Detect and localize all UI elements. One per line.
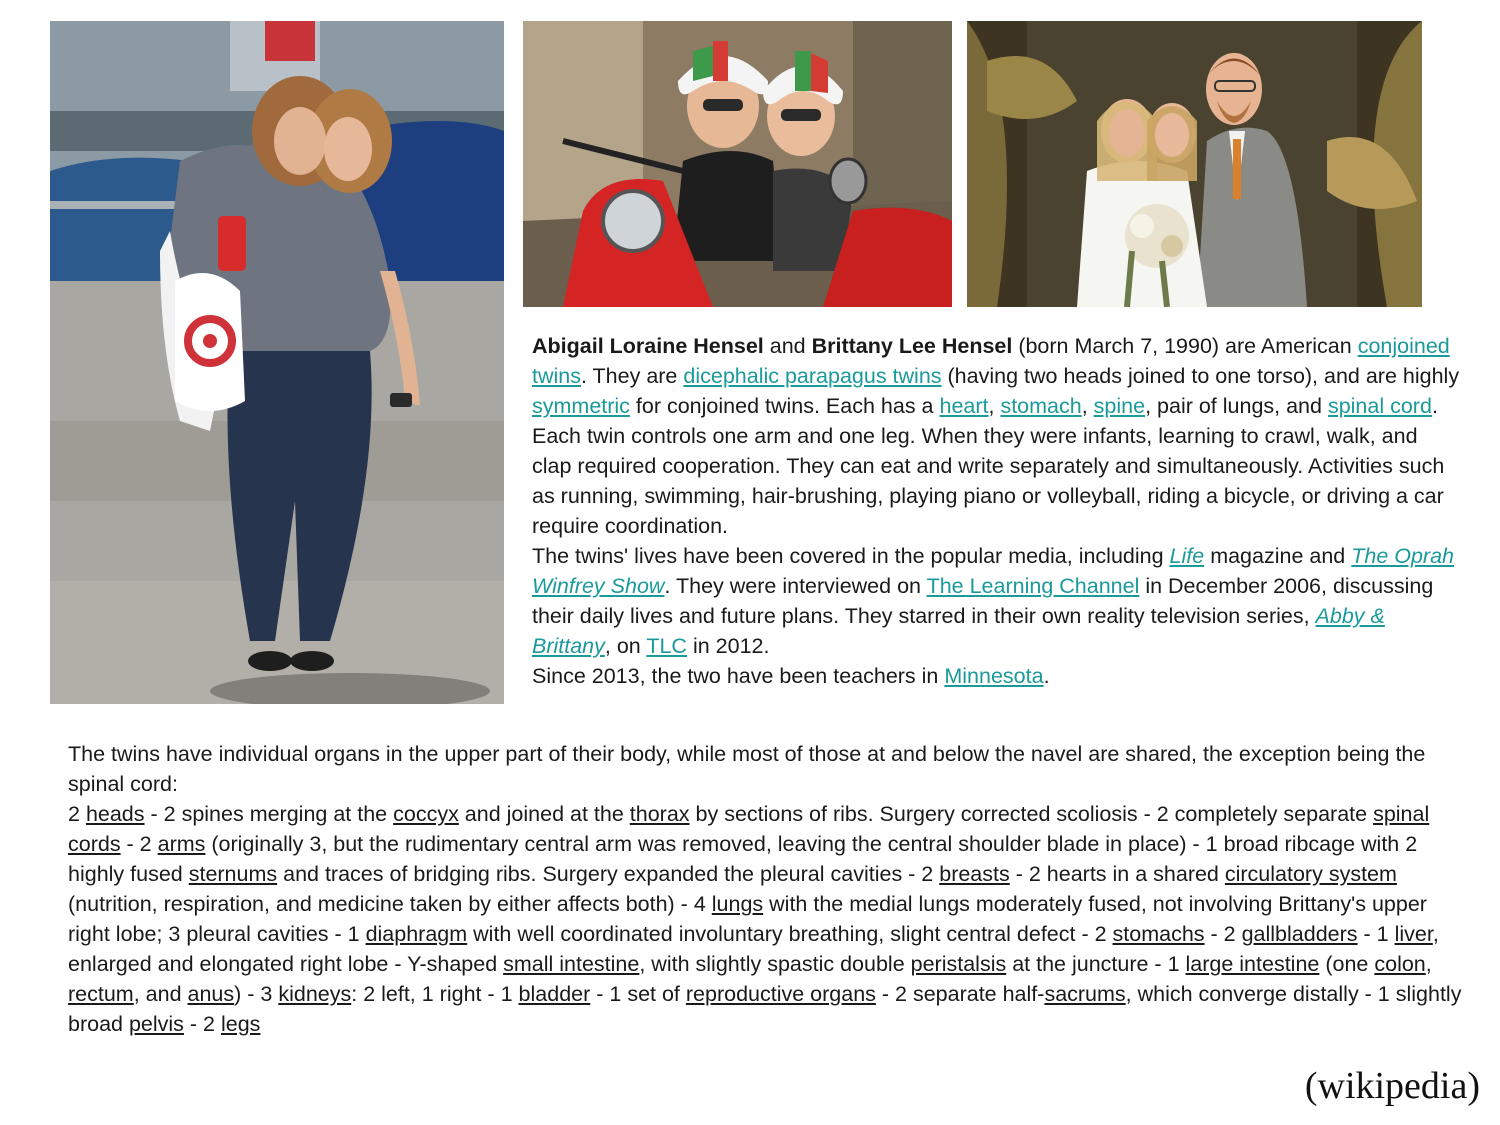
organs-span: with well coordinated involuntary breathing, slight central defect - 2 [467, 922, 1113, 946]
link-anus[interactable]: anus [187, 982, 235, 1006]
link-conjoined-twins[interactable]: conjoined twins [532, 334, 1450, 388]
source-credit: (wikipedia) [1304, 1065, 1480, 1107]
organs-span: (originally 3, but the rudimentary central arm was removed, leaving the central shoulder blade in place) - 1 broad ribcage with 2 highly fused [68, 832, 1418, 886]
organs-span: - 2 hearts in a shared [1009, 862, 1225, 886]
link-gallbladders[interactable]: gallbladders [1241, 922, 1358, 946]
organs-span: , and [133, 982, 188, 1006]
link-learning-channel[interactable]: The Learning Channel [926, 574, 1140, 598]
organs-span: 2 [68, 802, 86, 826]
organs-span: and joined at the [458, 802, 630, 826]
organs-span: - 2 [183, 1012, 221, 1036]
link-heart[interactable]: heart [939, 394, 989, 418]
link-arms[interactable]: arms [157, 832, 206, 856]
link-life-magazine[interactable]: Life [1169, 544, 1205, 568]
intro-text-span: , on [604, 634, 647, 658]
organs-span: , which converge distally - 1 slightly broad [68, 982, 1462, 1036]
link-colon[interactable]: colon [1374, 952, 1426, 976]
link-spine[interactable]: spine [1093, 394, 1146, 418]
organs-span: - 1 set of [590, 982, 686, 1006]
intro-text-span: , pair of lungs, and [1145, 394, 1328, 418]
link-heads[interactable]: heads [85, 802, 145, 826]
intro-text-span: (born March 7, 1990) are American [1012, 334, 1358, 358]
link-small-intestine[interactable]: small intestine [503, 952, 640, 976]
link-oprah-winfrey-show[interactable]: The Oprah Winfrey Show [532, 544, 1455, 598]
link-legs[interactable]: legs [220, 1012, 261, 1036]
intro-text-span: magazine and [1204, 544, 1352, 568]
link-stomachs[interactable]: stomachs [1112, 922, 1205, 946]
intro-text-span: (having two heads joined to one torso), and are highly [941, 364, 1460, 388]
link-circulatory-system[interactable]: circulatory system [1224, 862, 1397, 886]
intro-text-span: . They are [580, 364, 684, 388]
organs-span: (one [1319, 952, 1375, 976]
link-stomach[interactable]: stomach [1000, 394, 1082, 418]
organs-span: ) - 3 [234, 982, 279, 1006]
link-pelvis[interactable]: pelvis [128, 1012, 184, 1036]
organs-span: - 2 separate half- [875, 982, 1045, 1006]
intro-text [532, 331, 1462, 691]
organs-span: : 2 left, 1 right - 1 [351, 982, 519, 1006]
intro-text-span: , [1081, 394, 1094, 418]
organs-span: , with slightly spastic double [639, 952, 911, 976]
organs-span: - 2 [120, 832, 158, 856]
organs-span: - 1 [1357, 922, 1395, 946]
intro-text-span: The twins' lives have been covered in the popular media, including [532, 544, 1170, 568]
link-large-intestine[interactable]: large intestine [1185, 952, 1320, 976]
photo-twins-wedding [967, 21, 1422, 307]
link-sternums[interactable]: sternums [188, 862, 278, 886]
organs-span: by sections of ribs. Surgery corrected scoliosis - 2 completely separate [689, 802, 1374, 826]
link-spinal-cord[interactable]: spinal cord [1327, 394, 1432, 418]
photo-wedding-illustration [967, 21, 1422, 307]
link-rectum[interactable]: rectum [68, 982, 134, 1006]
link-abby-and-brittany[interactable]: Abby & Brittany [532, 604, 1385, 658]
photo-walking-illustration [50, 21, 504, 704]
intro-text-span: for conjoined twins. Each has a [629, 394, 940, 418]
link-tlc[interactable]: TLC [646, 634, 687, 658]
intro-paragraph-1 [532, 331, 1462, 541]
link-breasts[interactable]: breasts [939, 862, 1010, 886]
photo-twins-scooter [523, 21, 952, 307]
link-liver[interactable]: liver [1394, 922, 1433, 946]
link-peristalsis[interactable]: peristalsis [910, 952, 1007, 976]
intro-text-span: . They were interviewed on [664, 574, 927, 598]
link-lungs[interactable]: lungs [711, 892, 764, 916]
link-coccyx[interactable]: coccyx [393, 802, 459, 826]
organs-span: and traces of bridging ribs. Surgery expanded the pleural cavities - 2 [277, 862, 940, 886]
link-dicephalic-parapagus-twins[interactable]: dicephalic parapagus twins [683, 364, 942, 388]
organs-span: - 2 [1204, 922, 1242, 946]
intro-text-span: in 2012. [686, 634, 770, 658]
organs-span: , enlarged and elongated right lobe - Y-shaped [68, 922, 1439, 976]
intro-paragraph-3 [532, 661, 1462, 691]
link-symmetric[interactable]: symmetric [532, 394, 630, 418]
intro-paragraph-2 [532, 541, 1462, 661]
link-reproductive-organs[interactable]: reproductive organs [685, 982, 876, 1006]
organs-text [68, 739, 1468, 1039]
name-abigail: Abigail Loraine Hensel [532, 334, 764, 358]
organs-span: (nutrition, respiration, and medicine taken by either affects both) - 4 [68, 892, 712, 916]
link-spinal-cords[interactable]: spinal cords [68, 802, 1430, 856]
intro-text-span: , [988, 394, 1001, 418]
photo-twins-walking [50, 21, 504, 704]
link-sacrums[interactable]: sacrums [1044, 982, 1126, 1006]
intro-text-span: and [763, 334, 812, 358]
intro-text-span: . Each twin controls one arm and one leg. When they were infants, learning to crawl, walk, and clap required cooperation. They can eat and write separately and simultaneously. Activities such as running, swimming, hair-brushing, playing piano or volleyball, riding a bicycle, or driving a car require coordination. [532, 394, 1445, 538]
organs-list [68, 799, 1468, 1039]
organs-span: - 2 spines merging at the [144, 802, 394, 826]
link-minnesota[interactable]: Minnesota [944, 664, 1044, 688]
link-thorax[interactable]: thorax [629, 802, 690, 826]
link-diaphragm[interactable]: diaphragm [365, 922, 468, 946]
photo-scooter-illustration [523, 21, 952, 307]
link-kidneys[interactable]: kidneys [278, 982, 352, 1006]
intro-text-span: in December 2006, discussing their daily lives and future plans. They starred in their own reality television series, [532, 574, 1434, 628]
name-brittany: Brittany Lee Hensel [811, 334, 1013, 358]
organs-span: with the medial lungs moderately fused, not involving Brittany's upper right lobe; 3 pleural cavities - 1 [68, 892, 1427, 946]
organs-span: at the juncture - 1 [1006, 952, 1186, 976]
organs-span: , [1425, 952, 1432, 976]
intro-text-span: . [1043, 664, 1050, 688]
intro-text-span: Since 2013, the two have been teachers in [532, 664, 945, 688]
link-bladder[interactable]: bladder [518, 982, 591, 1006]
organs-lead: The twins have individual organs in the upper part of their body, while most of those at and below the navel are shared, the exception being the spinal cord: [68, 742, 1426, 796]
